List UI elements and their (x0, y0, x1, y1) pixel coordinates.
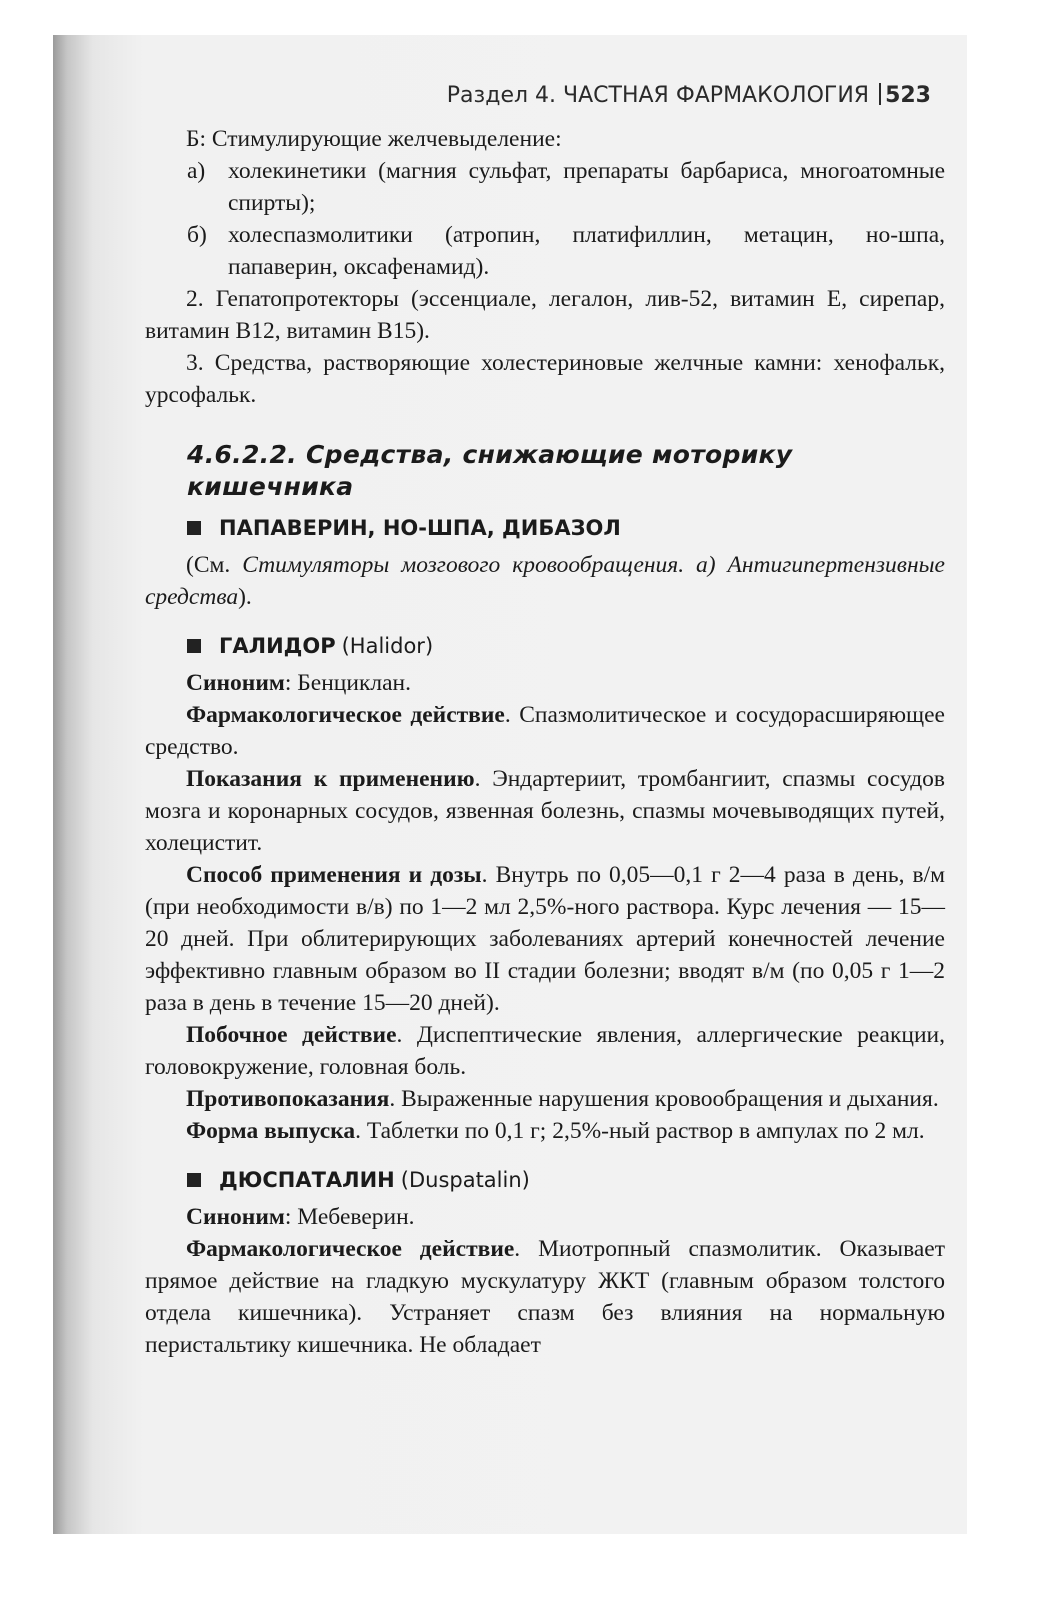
dosage-paragraph (145, 859, 945, 1019)
action-label: Фармакологическое действие (186, 1236, 515, 1262)
synonym-text: : Бенциклан. (284, 670, 411, 696)
bullet-square-icon (187, 639, 201, 653)
dosage-label: Способ применения и дозы (186, 862, 482, 888)
drug-heading-halidor (187, 631, 945, 661)
side-effects-text: . Диспептические явления, аллергические реакции, головокружение, головная боль. (145, 1022, 946, 1080)
drug-title: ПАПАВЕРИН, НО-ШПА, ДИБАЗОЛ (219, 516, 621, 540)
list-item (145, 219, 945, 283)
paragraph-hepatoprotectors: 2. Гепатопротекторы (эссенциале, легалон, лив-52, витамин Е, сирепар, витамин В12, витамин В15). (145, 286, 945, 344)
see-suffix: ). (238, 584, 252, 610)
indications-paragraph (145, 763, 945, 859)
bullet-square-icon (187, 1173, 201, 1187)
contraindications-label: Противопоказания (186, 1086, 390, 1112)
synonym-text: : Мебеверин. (284, 1204, 415, 1230)
see-reference-italic: Стимуляторы мозгового кровообращения. а) Антигипертензивные средства (145, 552, 945, 610)
list-item (145, 155, 945, 219)
contraindications-paragraph (145, 1083, 945, 1115)
paragraph-gallstone-agents: 3. Средства, растворяющие холестериновые желчные камни: хенофальк, урсофальк. (145, 350, 945, 408)
dosage-text: . Внутрь по 0,05—0,1 г 2—4 раза в день, в/м (при необходимости в/в) по 1—2 мл 2,5%-ного раствора. Курс лечения — 15—20 дней. При облитерирующих заболеваниях артерий конечностей лечение эффективно главным образом во II стадии болезни; вводят в/м (по 0,05 г 1—2 раза в день в течение 15—20 дней). (145, 862, 946, 1016)
running-header (53, 83, 931, 108)
drug-latin-name: (Halidor) (341, 634, 434, 658)
action-text: . Спазмолитическое и сосудорасширяющее средство. (145, 702, 945, 760)
drug-heading-papaverine (187, 513, 945, 543)
see-prefix: (См. (186, 552, 243, 578)
subsection-b-heading: Б: Стимулирующие желчевыделение: (186, 126, 562, 152)
side-effects-label: Побочное действие (186, 1022, 397, 1048)
action-paragraph (145, 1233, 945, 1361)
action-paragraph (145, 699, 945, 763)
drug-title: ДЮСПАТАЛИН (219, 1168, 395, 1192)
drug-latin-name: (Duspatalin) (400, 1168, 530, 1192)
bullet-square-icon (187, 521, 201, 535)
page-number: 523 (885, 83, 931, 108)
section-title: Раздел 4. ЧАСТНАЯ ФАРМАКОЛОГИЯ (446, 83, 870, 108)
synonym-label: Синоним (186, 1204, 285, 1230)
page-content (145, 123, 945, 1361)
header-divider (879, 83, 881, 105)
list-item-text: холеспазмолитики (атропин, платифиллин, метацин, но-шпа, папаверин, оксафенамид). (228, 222, 945, 280)
release-form-text: . Таблетки по 0,1 г; 2,5%-ный раствор в ампулах по 2 мл. (355, 1118, 925, 1144)
list-item-text: холекинетики (магния сульфат, препараты барбариса, многоатомные спирты); (228, 158, 945, 216)
drug-heading-duspatalin (187, 1165, 945, 1195)
synonym-paragraph (145, 667, 945, 699)
action-label: Фармакологическое действие (186, 702, 505, 728)
list-marker: б) (187, 222, 207, 248)
scanned-page (53, 35, 967, 1534)
list-marker: а) (187, 158, 206, 184)
release-form-paragraph (145, 1115, 945, 1147)
side-effects-paragraph (145, 1019, 945, 1083)
synonym-paragraph (145, 1201, 945, 1233)
release-form-label: Форма выпуска (186, 1118, 356, 1144)
indications-text: . Эндартериит, тромбангиит, спазмы сосудов мозга и коронарных сосудов, язвенная болезнь, спазмы мочевыводящих путей, холецистит. (145, 766, 945, 856)
see-reference (145, 549, 945, 613)
action-text: . Миотропный спазмолитик. Оказывает прямое действие на гладкую мускулатуру ЖКТ (главным образом толстого отдела кишечника). Устраняет спазм без влияния на нормальную перистальтику кишечника. Не обладает (145, 1236, 946, 1358)
section-heading: 4.6.2.2. Средства, снижающие моторику кишечника (187, 440, 793, 501)
drug-title: ГАЛИДОР (219, 634, 336, 658)
synonym-label: Синоним (186, 670, 285, 696)
contraindications-text: . Выраженные нарушения кровообращения и дыхания. (389, 1086, 939, 1112)
indications-label: Показания к применению (186, 766, 475, 792)
